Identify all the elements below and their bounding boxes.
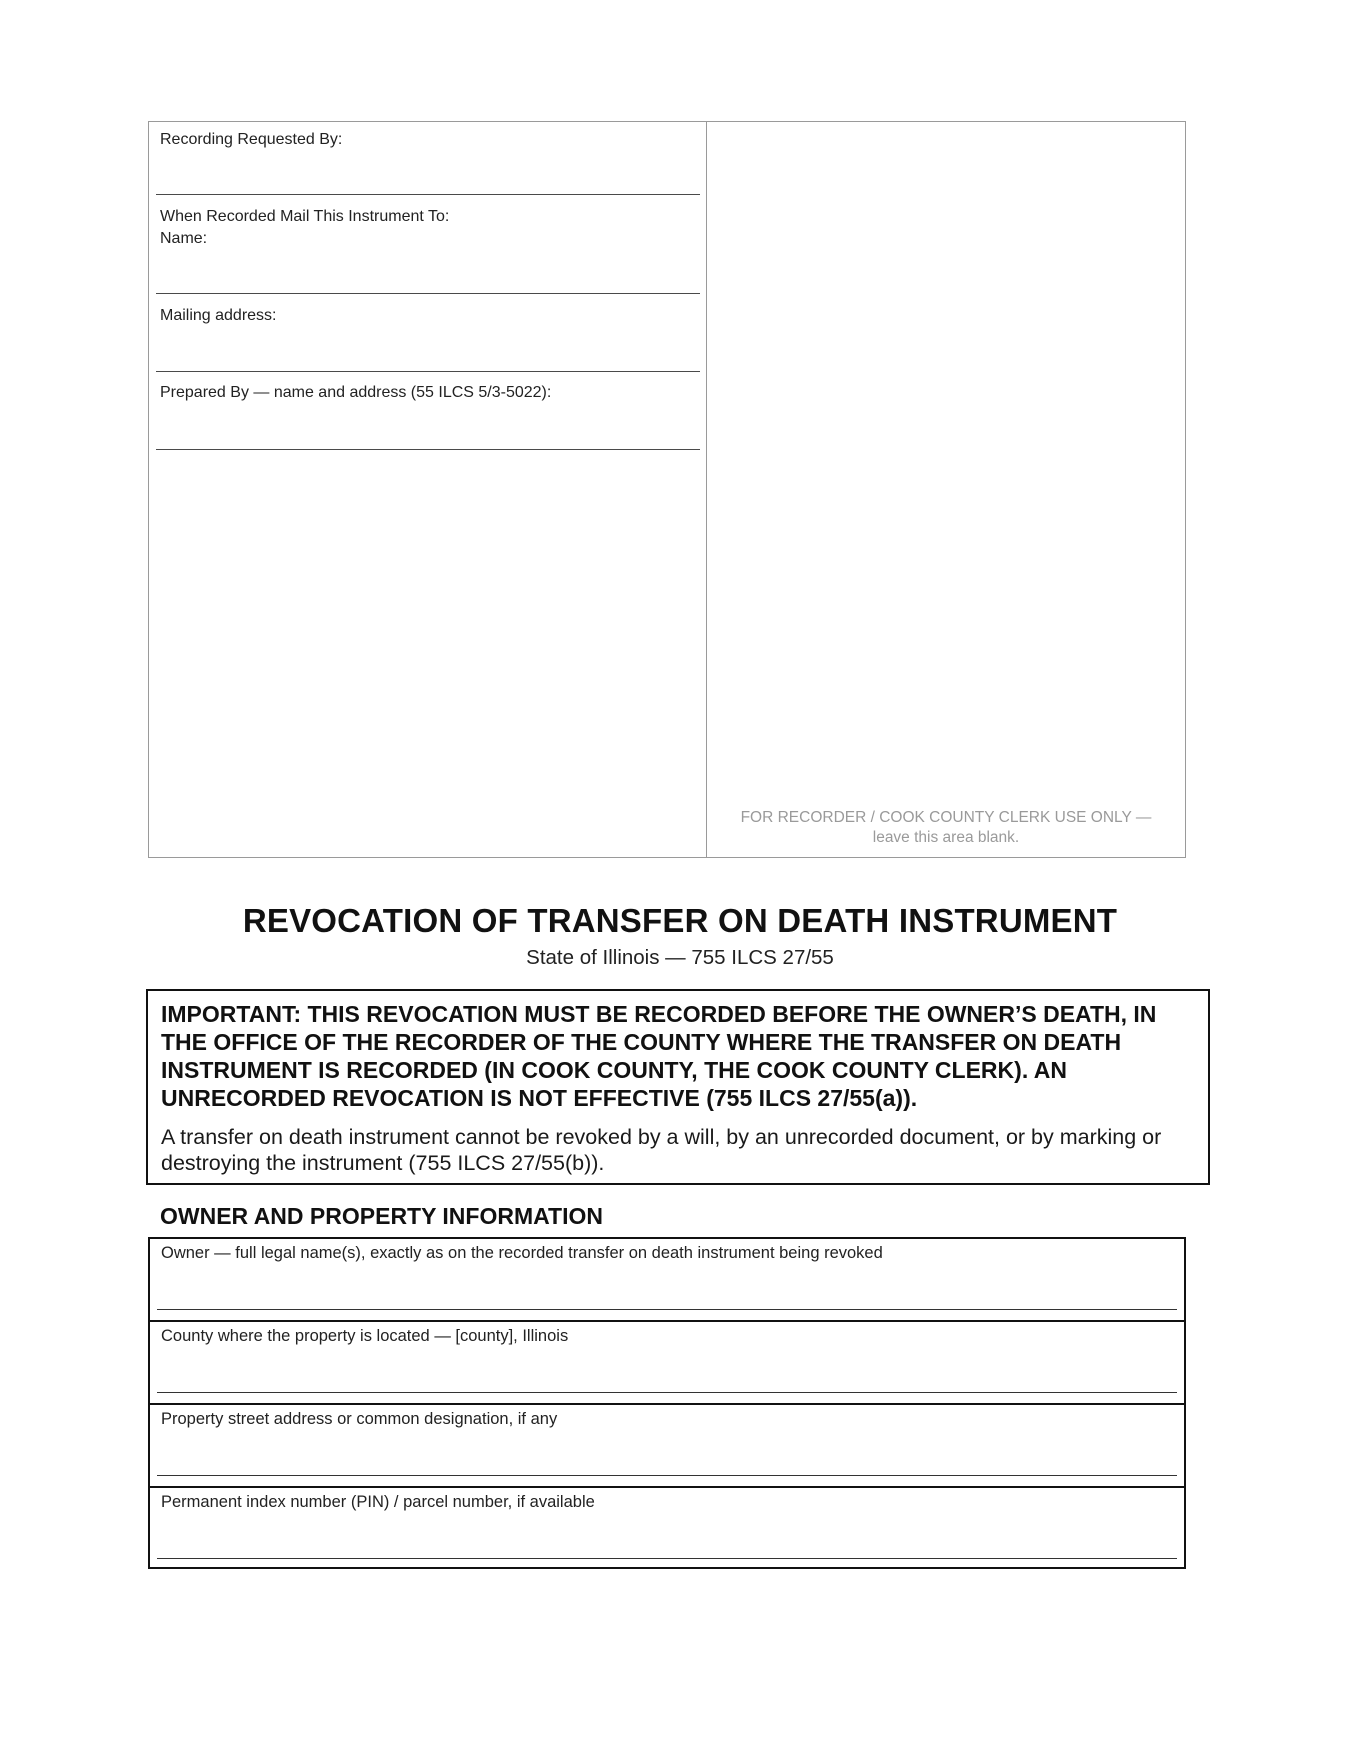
owner-name-line[interactable] xyxy=(157,1309,1177,1310)
prepared-by-label: Prepared By — name and address (55 ILCS 5/3-5022): xyxy=(160,384,552,401)
property-address-line[interactable] xyxy=(157,1475,1177,1476)
property-address-field xyxy=(150,1405,1184,1488)
mailing-address-line[interactable] xyxy=(156,371,700,372)
recorder-note-line-2: leave this area blank. xyxy=(872,829,1020,846)
recorder-use-area xyxy=(707,122,1185,857)
recorder-note-line-1: FOR RECORDER / COOK COUNTY CLERK USE ONLY — xyxy=(740,809,1152,826)
important-notice-body-text: A transfer on death instrument cannot be revoked by a will, by an unrecorded document, or by marking or destroying the instrument (755 ILCS 27/55(b)). xyxy=(161,1125,1162,1175)
important-notice-box xyxy=(146,989,1210,1185)
mailing-address-label: Mailing address: xyxy=(160,307,277,324)
prepared-by-line[interactable] xyxy=(156,449,700,450)
county-line[interactable] xyxy=(157,1392,1177,1393)
mail-to-label: When Recorded Mail This Instrument To: xyxy=(160,208,450,225)
recorder-use-only-note xyxy=(707,808,1185,848)
owner-section-heading: OWNER AND PROPERTY INFORMATION xyxy=(160,1203,603,1229)
recording-requested-by-line[interactable] xyxy=(156,194,700,195)
pin-field xyxy=(150,1488,1184,1571)
document-title: REVOCATION OF TRANSFER ON DEATH INSTRUMENT xyxy=(242,902,1118,939)
recording-info-panel xyxy=(149,122,707,857)
property-address-label: Property street address or common designation, if any xyxy=(161,1410,558,1428)
owner-property-table xyxy=(148,1237,1186,1569)
owner-name-field xyxy=(150,1239,1184,1322)
recording-header-box xyxy=(148,121,1186,858)
document-subtitle: State of Illinois — 755 ILCS 27/55 xyxy=(526,946,834,969)
county-label: County where the property is located — [county], Illinois xyxy=(161,1327,569,1345)
county-field xyxy=(150,1322,1184,1405)
pin-label: Permanent index number (PIN) / parcel number, if available xyxy=(161,1493,595,1511)
pin-line[interactable] xyxy=(157,1558,1177,1559)
recording-requested-by-label: Recording Requested By: xyxy=(160,131,343,148)
owner-name-label: Owner — full legal name(s), exactly as on the recorded transfer on death instrument being revoked xyxy=(161,1244,883,1262)
important-notice-bold-text: IMPORTANT: THIS REVOCATION MUST BE RECORDED BEFORE THE OWNER’S DEATH, IN THE OFFICE OF THE RECORDER OF THE COUNTY WHERE THE TRANSFER ON DEATH INSTRUMENT IS RECORDED (IN COOK COUNTY, THE COOK COUNTY CLERK). AN UNRECORDED REVOCATION IS NOT EFFECTIVE (755 ILCS 27/55(a)). xyxy=(161,1001,1157,1111)
mail-to-name-label: Name: xyxy=(160,230,208,247)
mail-to-name-line[interactable] xyxy=(156,293,700,294)
